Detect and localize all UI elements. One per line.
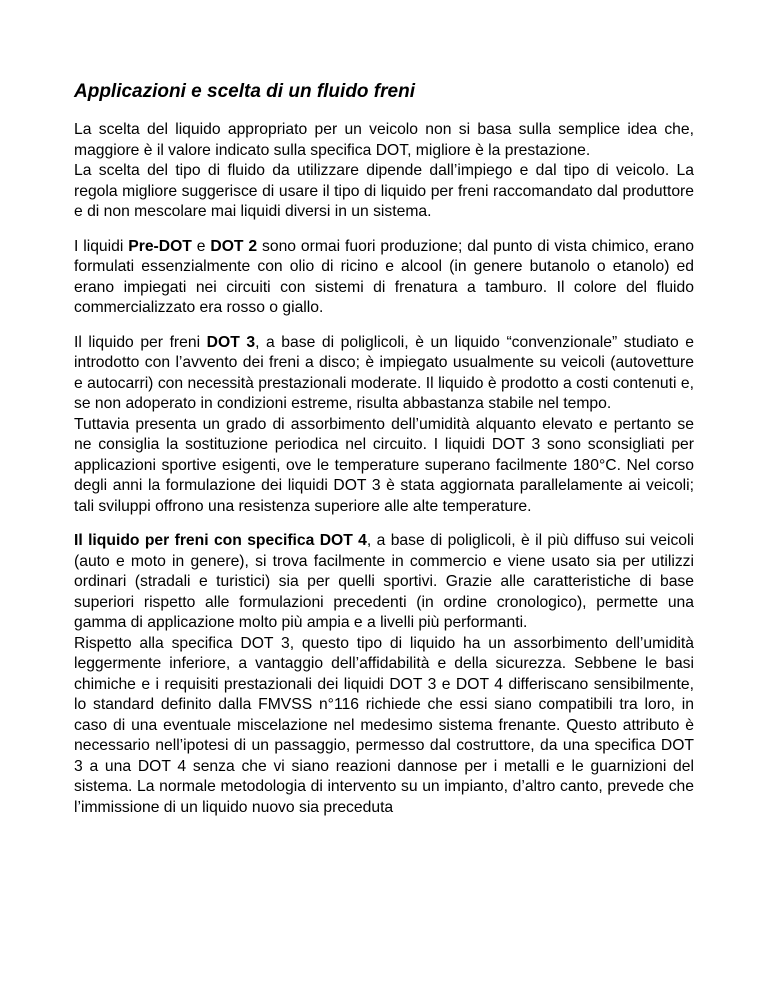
paragraph-3b: Tuttavia presenta un grado di assorbimento dell’umidità alquanto elevato e pertanto se ne consiglia la sostituzione periodica nel circuito. I liquidi DOT 3 sono sconsigliati per applicazioni sportive esigenti, ove le temperature superano facilmente 180°C. Nel corso degli anni la formulazione dei liquidi DOT 3 è stata aggiornata parallelamente ai veicoli; tali sviluppi offrono una resistenza superiore alle alte temperature. [74,415,694,515]
paragraph-3-post: , a base di poliglicoli, è un liquido “convenzionale” studiato e introdotto con l’avvento dei freni a disco; è impiegato usualmente su veicoli (autovetture e autocarri) con necessità prestazionali moderate. Il liquido è prodotto a costi contenuti e, se non adoperato in condizioni estreme, risulta abbastanza stabile nel tempo. [74,333,694,412]
paragraph-2-bold-predot: Pre-DOT [128,237,192,255]
paragraph-3a [74,333,694,415]
document-title: Applicazioni e scelta di un fluido freni [74,81,415,102]
paragraph-2-bold-dot2: DOT 2 [210,237,258,255]
paragraph-3-pre: Il liquido per freni [74,333,207,351]
paragraph-1a: La scelta del liquido appropriato per un veicolo non si basa sulla semplice idea che, maggiore è il valore indicato sulla specifica DOT, migliore è la prestazione. [74,121,694,159]
paragraph-2-pre: I liquidi [74,237,129,255]
paragraph-4-bold-dot4: Il liquido per freni con specifica DOT 4 [74,532,367,549]
document-page [74,80,694,818]
paragraph-3-bold-dot3: DOT 3 [206,333,256,351]
paragraph-gap [74,319,694,333]
paragraph-4b: Rispetto alla specifica DOT 3, questo tipo di liquido ha un assorbimento dell’umidità leggermente inferiore, a vantaggio dell’affidabilità e della sicurezza. Sebbene le basi chimiche e i requisiti prestazionali dei liquidi DOT 3 e DOT 4 differiscano sensibilmente, lo standard definito dalla FMVSS n°116 richiede che essi siano compatibili tra loro, in caso di una eventuale miscelazione nel medesimo sistema frenante. Questo attributo è necessario nell’ipotesi di un passaggio, permesso dal costruttore, da una specifica DOT 3 a una DOT 4 senza che vi siano reazioni dannose per i metalli e le guarnizioni del sistema. La normale metodologia di intervento su un impianto, d’altro canto, prevede che l’immissione di un liquido nuovo sia preceduta [74,634,694,816]
paragraph-4a [74,531,694,634]
paragraph-gap [74,517,694,531]
paragraph-1b: La scelta del tipo di fluido da utilizzare dipende dall’impiego e dal tipo di veicolo. La regola migliore suggerisce di usare il tipo di liquido per freni raccomandato dal produttore e di non mescolare mai liquidi diversi in un sistema. [74,162,694,220]
paragraph-2-post: sono ormai fuori produzione; dal punto di vista chimico, erano formulati essenzialmente con olio di ricino e alcool (in genere butanolo o etanolo) ed erano impiegati nei circuiti con sistemi di frenatura a tamburo. Il colore del fluido commercializzato era rosso o giallo. [74,237,694,316]
paragraph-gap [74,223,694,237]
paragraph-4-post: , a base di poliglicoli, è il più diffuso sui veicoli (auto e moto in genere), si trova facilmente in commercio e viene usato sia per utilizzi ordinari (stradali e turistici) sia per quelli sportivi. Grazie alle caratteristiche di base superiori rispetto alle formulazioni precedenti (in ordine cronologico), permette una gamma di applicazione molto più ampia e a livelli più performanti. [74,532,694,631]
paragraph-2-mid: e [191,237,211,255]
paragraph-2 [74,237,694,319]
